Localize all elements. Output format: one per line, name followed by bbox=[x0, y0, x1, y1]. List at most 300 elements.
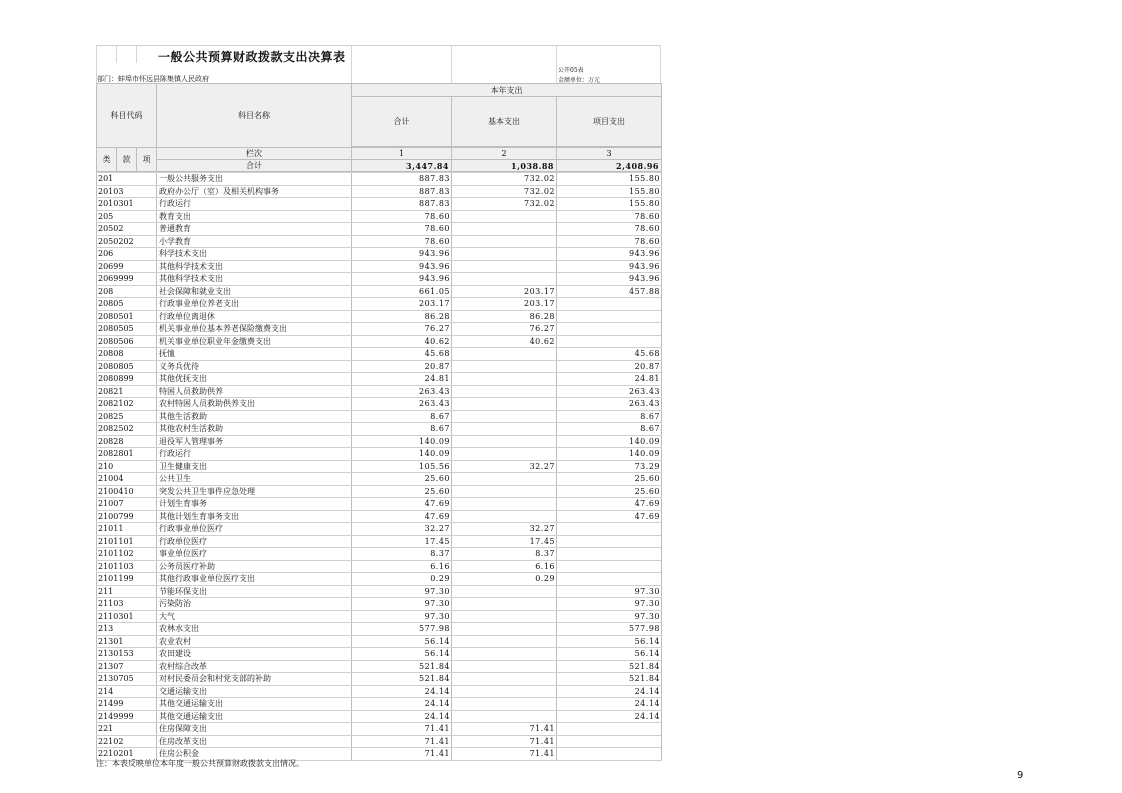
subject-name-cell: 普通教育 bbox=[157, 223, 352, 236]
total-cell: 887.83 bbox=[352, 185, 452, 198]
subject-code-cell: 2082801 bbox=[97, 448, 157, 461]
table-row bbox=[97, 385, 662, 398]
total-cell: 0.29 bbox=[352, 573, 452, 586]
project-expenditure-cell: 97.30 bbox=[557, 585, 662, 598]
project-expenditure-cell: 73.29 bbox=[557, 460, 662, 473]
basic-expenditure-cell: 86.28 bbox=[452, 310, 557, 323]
subject-code-cell: 21007 bbox=[97, 498, 157, 511]
subject-code-cell: 2101103 bbox=[97, 560, 157, 573]
total-cell: 97.30 bbox=[352, 598, 452, 611]
basic-expenditure-cell bbox=[452, 673, 557, 686]
total-cell: 8.37 bbox=[352, 548, 452, 561]
subject-code-cell: 206 bbox=[97, 248, 157, 261]
basic-expenditure-cell: 732.02 bbox=[452, 173, 557, 186]
subject-name-cell: 小学教育 bbox=[157, 235, 352, 248]
table-row bbox=[97, 448, 662, 461]
table-row bbox=[97, 323, 662, 336]
basic-expenditure-cell bbox=[452, 385, 557, 398]
grid-line bbox=[660, 45, 661, 83]
title-row bbox=[96, 45, 661, 64]
total-cell: 17.45 bbox=[352, 535, 452, 548]
subject-name-cell: 农林水支出 bbox=[157, 623, 352, 636]
total-cell: 263.43 bbox=[352, 398, 452, 411]
basic-expenditure-cell bbox=[452, 210, 557, 223]
header-subject-code: 科目代码 bbox=[97, 84, 157, 148]
table-row bbox=[97, 360, 662, 373]
page-number: 9 bbox=[1017, 770, 1024, 781]
report-title: 一般公共预算财政拨款支出决算表 bbox=[158, 50, 346, 64]
header-subject-name: 科目名称 bbox=[157, 84, 352, 148]
total-cell: 78.60 bbox=[352, 235, 452, 248]
table-row bbox=[97, 510, 662, 523]
subject-code-cell: 2010301 bbox=[97, 198, 157, 211]
total-cell: 24.14 bbox=[352, 685, 452, 698]
table-row bbox=[97, 398, 662, 411]
project-expenditure-cell: 78.60 bbox=[557, 235, 662, 248]
basic-expenditure-cell bbox=[452, 435, 557, 448]
total-cell: 20.87 bbox=[352, 360, 452, 373]
total-row-basic: 1,038.88 bbox=[452, 160, 557, 172]
basic-expenditure-cell bbox=[452, 235, 557, 248]
table-row bbox=[97, 598, 662, 611]
total-cell: 943.96 bbox=[352, 260, 452, 273]
table-row bbox=[97, 673, 662, 686]
project-expenditure-cell: 943.96 bbox=[557, 260, 662, 273]
project-expenditure-cell: 56.14 bbox=[557, 648, 662, 661]
total-cell: 78.60 bbox=[352, 223, 452, 236]
basic-expenditure-cell bbox=[452, 710, 557, 723]
basic-expenditure-cell: 40.62 bbox=[452, 335, 557, 348]
basic-expenditure-cell: 32.27 bbox=[452, 460, 557, 473]
subject-name-cell: 其他优抚支出 bbox=[157, 373, 352, 386]
table-row bbox=[97, 585, 662, 598]
project-expenditure-cell: 943.96 bbox=[557, 248, 662, 261]
table-row bbox=[97, 560, 662, 573]
table-row bbox=[97, 610, 662, 623]
table-row bbox=[97, 210, 662, 223]
subject-name-cell: 抚恤 bbox=[157, 348, 352, 361]
subject-code-cell: 20808 bbox=[97, 348, 157, 361]
table-row bbox=[97, 248, 662, 261]
basic-expenditure-cell: 71.41 bbox=[452, 723, 557, 736]
subject-code-cell: 214 bbox=[97, 685, 157, 698]
project-expenditure-cell: 155.80 bbox=[557, 173, 662, 186]
project-expenditure-cell bbox=[557, 298, 662, 311]
total-cell: 943.96 bbox=[352, 248, 452, 261]
project-expenditure-cell: 47.69 bbox=[557, 498, 662, 511]
basic-expenditure-cell bbox=[452, 260, 557, 273]
project-expenditure-cell bbox=[557, 310, 662, 323]
total-cell: 943.96 bbox=[352, 273, 452, 286]
project-expenditure-cell bbox=[557, 335, 662, 348]
basic-expenditure-cell bbox=[452, 348, 557, 361]
project-expenditure-cell bbox=[557, 548, 662, 561]
project-expenditure-cell: 263.43 bbox=[557, 398, 662, 411]
subject-code-cell: 20828 bbox=[97, 435, 157, 448]
table-row bbox=[97, 685, 662, 698]
subject-name-cell: 突发公共卫生事件应急处理 bbox=[157, 485, 352, 498]
total-cell: 56.14 bbox=[352, 648, 452, 661]
subject-name-cell: 一般公共服务支出 bbox=[157, 173, 352, 186]
total-cell: 40.62 bbox=[352, 335, 452, 348]
project-expenditure-cell: 20.87 bbox=[557, 360, 662, 373]
project-expenditure-cell: 24.81 bbox=[557, 373, 662, 386]
table-row bbox=[97, 648, 662, 661]
subject-name-cell: 交通运输支出 bbox=[157, 685, 352, 698]
basic-expenditure-cell: 203.17 bbox=[452, 285, 557, 298]
total-cell: 76.27 bbox=[352, 323, 452, 336]
total-cell: 661.05 bbox=[352, 285, 452, 298]
project-expenditure-cell: 457.88 bbox=[557, 285, 662, 298]
basic-expenditure-cell bbox=[452, 448, 557, 461]
table-row bbox=[97, 423, 662, 436]
total-cell: 105.56 bbox=[352, 460, 452, 473]
grid-line bbox=[556, 45, 557, 83]
subject-name-cell: 行政运行 bbox=[157, 198, 352, 211]
total-row-total: 3,447.84 bbox=[352, 160, 452, 172]
header-lanci: 栏次 bbox=[157, 148, 352, 160]
basic-expenditure-cell bbox=[452, 485, 557, 498]
subject-code-cell: 2149999 bbox=[97, 710, 157, 723]
basic-expenditure-cell bbox=[452, 223, 557, 236]
subject-code-cell: 21011 bbox=[97, 523, 157, 536]
project-expenditure-cell: 521.84 bbox=[557, 673, 662, 686]
subject-code-cell: 21307 bbox=[97, 660, 157, 673]
grid-line bbox=[116, 45, 117, 63]
subject-name-cell: 其他交通运输支出 bbox=[157, 698, 352, 711]
subject-code-cell: 2100799 bbox=[97, 510, 157, 523]
table-row bbox=[97, 223, 662, 236]
basic-expenditure-cell bbox=[452, 598, 557, 611]
table-row bbox=[97, 635, 662, 648]
subject-code-cell: 2101102 bbox=[97, 548, 157, 561]
basic-expenditure-cell bbox=[452, 623, 557, 636]
total-cell: 86.28 bbox=[352, 310, 452, 323]
total-cell: 71.41 bbox=[352, 735, 452, 748]
subject-code-cell: 2080505 bbox=[97, 323, 157, 336]
total-row-label: 合计 bbox=[157, 160, 352, 172]
total-cell: 521.84 bbox=[352, 673, 452, 686]
basic-expenditure-cell: 203.17 bbox=[452, 298, 557, 311]
basic-expenditure-cell bbox=[452, 423, 557, 436]
grid-line bbox=[136, 45, 137, 63]
subject-code-cell: 21103 bbox=[97, 598, 157, 611]
table-row bbox=[97, 523, 662, 536]
table-row bbox=[97, 698, 662, 711]
subject-code-cell: 20805 bbox=[97, 298, 157, 311]
subject-name-cell: 其他科学技术支出 bbox=[157, 273, 352, 286]
subject-code-cell: 205 bbox=[97, 210, 157, 223]
subject-name-cell: 行政事业单位养老支出 bbox=[157, 298, 352, 311]
subject-name-cell: 计划生育事务 bbox=[157, 498, 352, 511]
subject-code-cell: 20699 bbox=[97, 260, 157, 273]
table-row bbox=[97, 285, 662, 298]
subject-name-cell: 农村综合改革 bbox=[157, 660, 352, 673]
subject-name-cell: 行政单位离退休 bbox=[157, 310, 352, 323]
table-row bbox=[97, 410, 662, 423]
header-lei: 类 bbox=[97, 148, 117, 172]
table-row bbox=[97, 273, 662, 286]
total-cell: 24.14 bbox=[352, 710, 452, 723]
total-cell: 521.84 bbox=[352, 660, 452, 673]
table-row bbox=[97, 185, 662, 198]
basic-expenditure-cell bbox=[452, 610, 557, 623]
subject-code-cell: 2130705 bbox=[97, 673, 157, 686]
header-kuan: 款 bbox=[117, 148, 137, 172]
subject-name-cell: 大气 bbox=[157, 610, 352, 623]
subject-code-cell: 210 bbox=[97, 460, 157, 473]
header-total: 合计 bbox=[352, 97, 452, 147]
total-cell: 203.17 bbox=[352, 298, 452, 311]
header-basic-expenditure: 基本支出 bbox=[452, 97, 557, 147]
column-number-1: 1 bbox=[352, 148, 452, 160]
total-cell: 24.14 bbox=[352, 698, 452, 711]
subject-name-cell: 对村民委员会和村党支部的补助 bbox=[157, 673, 352, 686]
basic-expenditure-cell: 71.41 bbox=[452, 748, 557, 761]
basic-expenditure-cell bbox=[452, 373, 557, 386]
project-expenditure-cell: 577.98 bbox=[557, 623, 662, 636]
total-row-project: 2,408.96 bbox=[557, 160, 662, 172]
subject-code-cell: 2082502 bbox=[97, 423, 157, 436]
table-row bbox=[97, 548, 662, 561]
department-name: 部门：蚌埠市怀远县陈集镇人民政府 bbox=[97, 75, 209, 83]
table-row bbox=[97, 373, 662, 386]
table-header bbox=[96, 83, 662, 172]
table-row bbox=[97, 485, 662, 498]
subject-code-cell: 20502 bbox=[97, 223, 157, 236]
expenditure-table bbox=[96, 172, 662, 761]
subject-name-cell: 其他科学技术支出 bbox=[157, 260, 352, 273]
basic-expenditure-cell: 6.16 bbox=[452, 560, 557, 573]
subject-code-cell: 2130153 bbox=[97, 648, 157, 661]
project-expenditure-cell: 45.68 bbox=[557, 348, 662, 361]
subject-code-cell: 221 bbox=[97, 723, 157, 736]
subject-name-cell: 节能环保支出 bbox=[157, 585, 352, 598]
project-expenditure-cell: 140.09 bbox=[557, 435, 662, 448]
total-cell: 71.41 bbox=[352, 748, 452, 761]
project-expenditure-cell: 47.69 bbox=[557, 510, 662, 523]
subject-name-cell: 农业农村 bbox=[157, 635, 352, 648]
total-cell: 97.30 bbox=[352, 610, 452, 623]
total-cell: 45.68 bbox=[352, 348, 452, 361]
subject-name-cell: 事业单位医疗 bbox=[157, 548, 352, 561]
subject-code-cell: 2082102 bbox=[97, 398, 157, 411]
project-expenditure-cell: 155.80 bbox=[557, 198, 662, 211]
header-xiang: 项 bbox=[137, 148, 157, 172]
project-expenditure-cell: 24.14 bbox=[557, 685, 662, 698]
project-expenditure-cell: 97.30 bbox=[557, 610, 662, 623]
project-expenditure-cell: 8.67 bbox=[557, 423, 662, 436]
column-number-2: 2 bbox=[452, 148, 557, 160]
subject-name-cell: 农村特困人员救助供养支出 bbox=[157, 398, 352, 411]
basic-expenditure-cell: 71.41 bbox=[452, 735, 557, 748]
project-expenditure-cell bbox=[557, 748, 662, 761]
basic-expenditure-cell: 732.02 bbox=[452, 185, 557, 198]
total-cell: 140.09 bbox=[352, 435, 452, 448]
basic-expenditure-cell: 76.27 bbox=[452, 323, 557, 336]
header-project-expenditure: 项目支出 bbox=[557, 97, 662, 147]
table-row bbox=[97, 710, 662, 723]
basic-expenditure-cell bbox=[452, 273, 557, 286]
project-expenditure-cell: 24.14 bbox=[557, 698, 662, 711]
subject-code-cell: 2210201 bbox=[97, 748, 157, 761]
subject-code-cell: 2080899 bbox=[97, 373, 157, 386]
subject-code-cell: 211 bbox=[97, 585, 157, 598]
project-expenditure-cell: 78.60 bbox=[557, 223, 662, 236]
subject-name-cell: 义务兵优待 bbox=[157, 360, 352, 373]
total-cell: 8.67 bbox=[352, 423, 452, 436]
subject-code-cell: 2101101 bbox=[97, 535, 157, 548]
subject-code-cell: 2101199 bbox=[97, 573, 157, 586]
table-row bbox=[97, 498, 662, 511]
project-expenditure-cell: 943.96 bbox=[557, 273, 662, 286]
subject-code-cell: 20825 bbox=[97, 410, 157, 423]
footnote: 注：本表反映单位本年度一般公共预算财政拨款支出情况。 bbox=[96, 759, 304, 768]
project-expenditure-cell bbox=[557, 560, 662, 573]
basic-expenditure-cell bbox=[452, 660, 557, 673]
table-row bbox=[97, 298, 662, 311]
grid-line bbox=[351, 45, 352, 83]
subject-code-cell: 2080501 bbox=[97, 310, 157, 323]
total-cell: 47.69 bbox=[352, 510, 452, 523]
project-expenditure-cell: 155.80 bbox=[557, 185, 662, 198]
table-body bbox=[97, 173, 662, 761]
table-row bbox=[97, 198, 662, 211]
project-expenditure-cell: 521.84 bbox=[557, 660, 662, 673]
total-cell: 887.83 bbox=[352, 173, 452, 186]
table-row bbox=[97, 235, 662, 248]
project-expenditure-cell: 25.60 bbox=[557, 473, 662, 486]
subject-name-cell: 特困人员救助供养 bbox=[157, 385, 352, 398]
total-cell: 56.14 bbox=[352, 635, 452, 648]
subject-code-cell: 20821 bbox=[97, 385, 157, 398]
total-cell: 887.83 bbox=[352, 198, 452, 211]
subject-name-cell: 住房公积金 bbox=[157, 748, 352, 761]
subject-code-cell: 2100410 bbox=[97, 485, 157, 498]
subject-code-cell: 2050202 bbox=[97, 235, 157, 248]
basic-expenditure-cell: 8.37 bbox=[452, 548, 557, 561]
subject-name-cell: 住房保障支出 bbox=[157, 723, 352, 736]
project-expenditure-cell bbox=[557, 323, 662, 336]
total-cell: 71.41 bbox=[352, 723, 452, 736]
subject-name-cell: 行政事业单位医疗 bbox=[157, 523, 352, 536]
subject-name-cell: 污染防治 bbox=[157, 598, 352, 611]
table-row bbox=[97, 623, 662, 636]
basic-expenditure-cell bbox=[452, 398, 557, 411]
subject-name-cell: 其他农村生活救助 bbox=[157, 423, 352, 436]
basic-expenditure-cell bbox=[452, 685, 557, 698]
subject-name-cell: 教育支出 bbox=[157, 210, 352, 223]
basic-expenditure-cell bbox=[452, 248, 557, 261]
subject-code-cell: 21004 bbox=[97, 473, 157, 486]
subject-name-cell: 政府办公厅（室）及相关机构事务 bbox=[157, 185, 352, 198]
table-row bbox=[97, 260, 662, 273]
total-cell: 24.81 bbox=[352, 373, 452, 386]
basic-expenditure-cell bbox=[452, 498, 557, 511]
subject-name-cell: 行政运行 bbox=[157, 448, 352, 461]
subject-name-cell: 公务员医疗补助 bbox=[157, 560, 352, 573]
project-expenditure-cell: 24.14 bbox=[557, 710, 662, 723]
table-row bbox=[97, 348, 662, 361]
basic-expenditure-cell bbox=[452, 648, 557, 661]
subject-name-cell: 机关事业单位基本养老保险缴费支出 bbox=[157, 323, 352, 336]
total-cell: 97.30 bbox=[352, 585, 452, 598]
subject-code-cell: 21499 bbox=[97, 698, 157, 711]
total-cell: 263.43 bbox=[352, 385, 452, 398]
subject-name-cell: 卫生健康支出 bbox=[157, 460, 352, 473]
table-row bbox=[97, 735, 662, 748]
total-cell: 140.09 bbox=[352, 448, 452, 461]
total-cell: 8.67 bbox=[352, 410, 452, 423]
subject-code-cell: 2069999 bbox=[97, 273, 157, 286]
subject-name-cell: 其他交通运输支出 bbox=[157, 710, 352, 723]
form-number: 公开05表 bbox=[558, 67, 584, 74]
total-cell: 25.60 bbox=[352, 473, 452, 486]
project-expenditure-cell bbox=[557, 535, 662, 548]
table-row bbox=[97, 473, 662, 486]
basic-expenditure-cell bbox=[452, 510, 557, 523]
total-cell: 47.69 bbox=[352, 498, 452, 511]
project-expenditure-cell: 78.60 bbox=[557, 210, 662, 223]
table-row bbox=[97, 173, 662, 186]
total-cell: 25.60 bbox=[352, 485, 452, 498]
table-row bbox=[97, 535, 662, 548]
amount-unit: 金额单位：万元 bbox=[558, 77, 601, 84]
subject-name-cell: 退役军人管理事务 bbox=[157, 435, 352, 448]
project-expenditure-cell bbox=[557, 523, 662, 536]
table-row bbox=[97, 723, 662, 736]
subject-name-cell: 科学技术支出 bbox=[157, 248, 352, 261]
subject-name-cell: 机关事业单位职业年金缴费支出 bbox=[157, 335, 352, 348]
subject-name-cell: 行政单位医疗 bbox=[157, 535, 352, 548]
column-number-3: 3 bbox=[557, 148, 662, 160]
basic-expenditure-cell bbox=[452, 360, 557, 373]
report-sheet bbox=[96, 45, 661, 761]
subject-code-cell: 20103 bbox=[97, 185, 157, 198]
subject-code-cell: 213 bbox=[97, 623, 157, 636]
subject-name-cell: 其他计划生育事务支出 bbox=[157, 510, 352, 523]
basic-expenditure-cell bbox=[452, 698, 557, 711]
total-cell: 6.16 bbox=[352, 560, 452, 573]
subject-code-cell: 22102 bbox=[97, 735, 157, 748]
report-header-area bbox=[96, 45, 661, 83]
project-expenditure-cell: 263.43 bbox=[557, 385, 662, 398]
basic-expenditure-cell: 0.29 bbox=[452, 573, 557, 586]
basic-expenditure-cell: 732.02 bbox=[452, 198, 557, 211]
header-current-year-expenditure: 本年支出 bbox=[352, 84, 662, 97]
subject-code-cell: 2080805 bbox=[97, 360, 157, 373]
basic-expenditure-cell bbox=[452, 585, 557, 598]
project-expenditure-cell: 140.09 bbox=[557, 448, 662, 461]
subject-code-cell: 208 bbox=[97, 285, 157, 298]
table-row bbox=[97, 660, 662, 673]
table-row bbox=[97, 460, 662, 473]
project-expenditure-cell: 56.14 bbox=[557, 635, 662, 648]
subject-code-cell: 201 bbox=[97, 173, 157, 186]
subject-name-cell: 农田建设 bbox=[157, 648, 352, 661]
subject-name-cell: 其他行政事业单位医疗支出 bbox=[157, 573, 352, 586]
project-expenditure-cell bbox=[557, 735, 662, 748]
table-row bbox=[97, 573, 662, 586]
subject-name-cell: 其他生活救助 bbox=[157, 410, 352, 423]
basic-expenditure-cell: 32.27 bbox=[452, 523, 557, 536]
basic-expenditure-cell bbox=[452, 473, 557, 486]
basic-expenditure-cell bbox=[452, 410, 557, 423]
subject-name-cell: 社会保障和就业支出 bbox=[157, 285, 352, 298]
grid-line bbox=[451, 45, 452, 83]
project-expenditure-cell bbox=[557, 723, 662, 736]
subject-name-cell: 住房改革支出 bbox=[157, 735, 352, 748]
